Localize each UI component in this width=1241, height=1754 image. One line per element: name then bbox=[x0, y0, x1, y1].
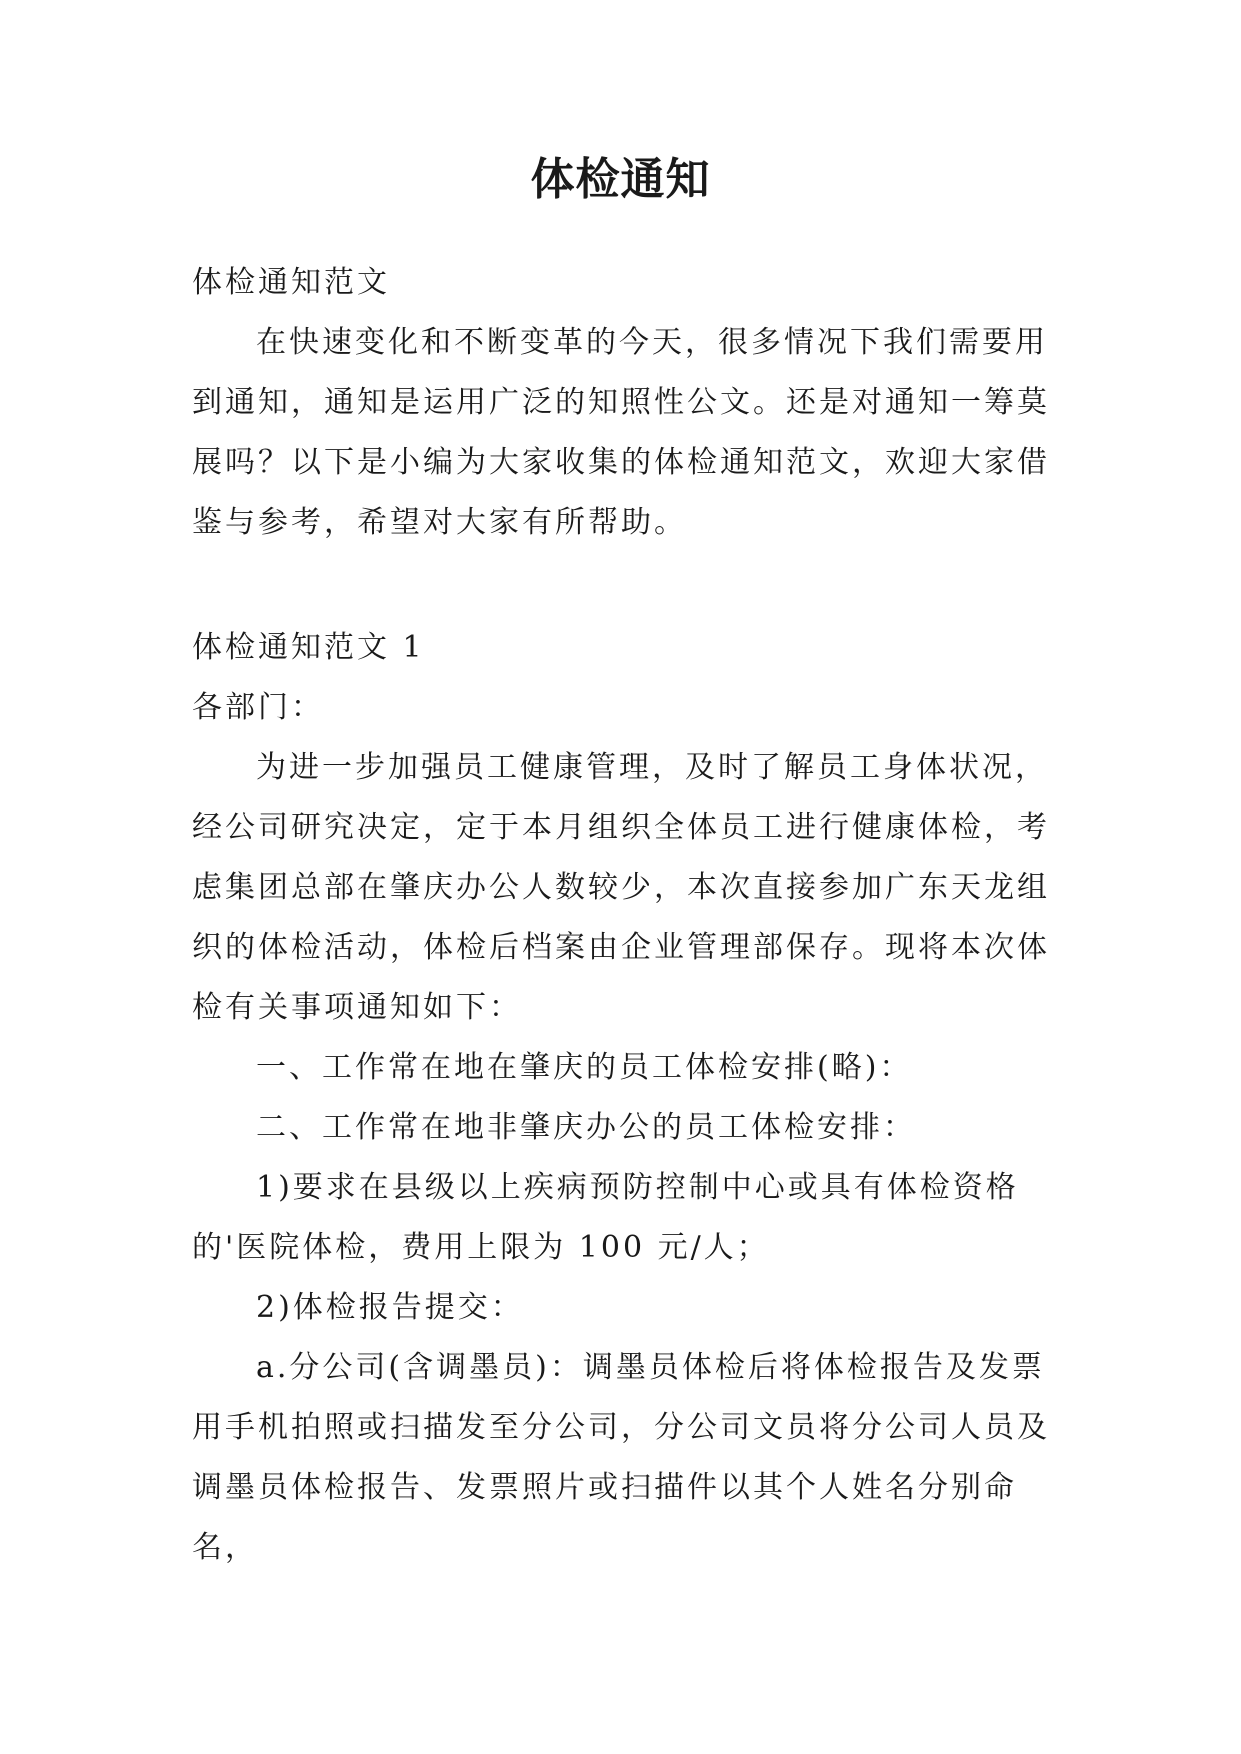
sample-section bbox=[192, 618, 1050, 1578]
sample-heading: 体检通知范文 1 bbox=[192, 630, 425, 665]
intro-section bbox=[192, 253, 1050, 553]
intro-heading: 体检通知范文 bbox=[192, 265, 390, 300]
item-two-sub-two: 2)体检报告提交： bbox=[256, 1290, 524, 1325]
salutation: 各部门： bbox=[192, 690, 324, 725]
document-title: 体检通知 bbox=[530, 154, 711, 205]
item-two: 二、工作常在地非肇庆办公的员工体检安排： bbox=[256, 1110, 916, 1145]
purpose-paragraph: 为进一步加强员工健康管理，及时了解员工身体状况，经公司研究决定，定于本月组织全体员工进行健康体检，考虑集团总部在肇庆办公人数较少，本次直接参加广东天龙组织的体检活动，体检后档案由企业管理部保存。现将本次体检有关事项通知如下： bbox=[192, 750, 1050, 1025]
intro-paragraph: 在快速变化和不断变革的今天，很多情况下我们需要用到通知，通知是运用广泛的知照性公文。还是对通知一筹莫展吗？以下是小编为大家收集的体检通知范文，欢迎大家借鉴与参考，希望对大家有所帮助。 bbox=[192, 325, 1050, 540]
item-two-sub-one: 1)要求在县级以上疾病预防控制中心或具有体检资格的'医院体检，费用上限为 100 元/人； bbox=[192, 1170, 1019, 1265]
item-one: 一、工作常在地在肇庆的员工体检安排(略)： bbox=[256, 1050, 913, 1085]
item-two-sub-two-a: a.分公司(含调墨员)：调墨员体检后将体检报告及发票用手机拍照或扫描发至分公司，分公司文员将分公司人员及调墨员体检报告、发票照片或扫描件以其个人姓名分别命名， bbox=[192, 1350, 1050, 1565]
